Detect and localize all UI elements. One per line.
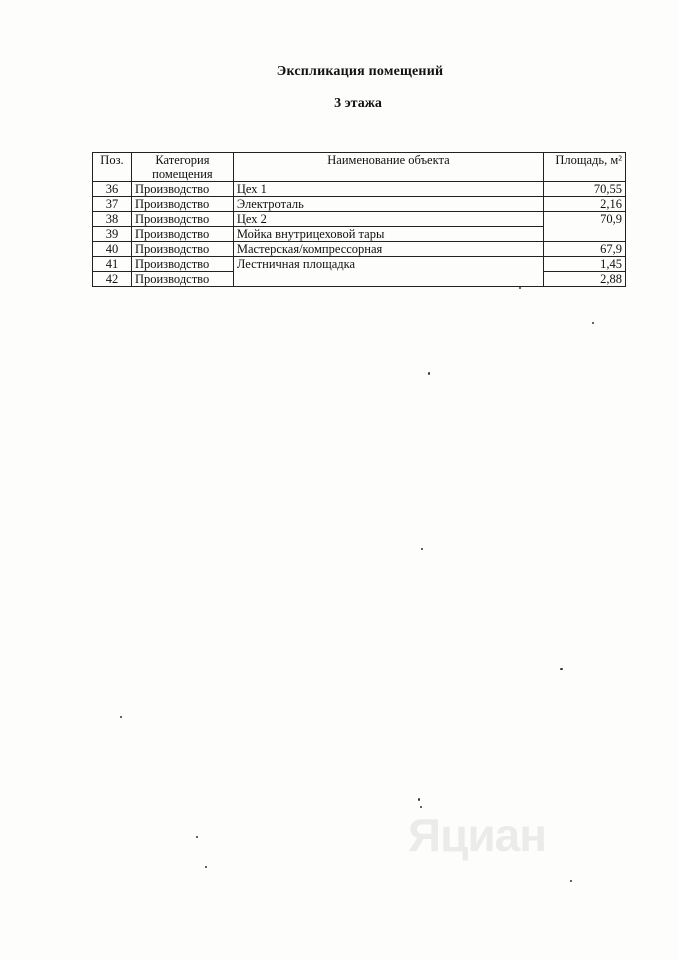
table-row (93, 182, 626, 197)
cell-pos: 38 (93, 212, 132, 227)
cell-area: 1,45 (544, 257, 626, 272)
header-pos: Поз. (93, 153, 132, 182)
document-title: Экспликация помещений (276, 64, 444, 79)
cell-pos: 41 (93, 257, 132, 272)
cell-category: Производство (131, 212, 233, 227)
watermark-text: Яциан (408, 809, 546, 861)
scan-speck (420, 806, 422, 808)
header-category: Категория помещения (131, 153, 233, 182)
cell-category: Производство (131, 197, 233, 212)
cell-pos: 40 (93, 242, 132, 257)
cell-name: Мойка внутрицеховой тары (233, 227, 543, 242)
watermark-logo (408, 808, 546, 862)
cell-category: Производство (131, 272, 233, 287)
cell-pos: 36 (93, 182, 132, 197)
scan-speck (592, 322, 594, 324)
cell-area: 67,9 (544, 242, 626, 257)
cell-category: Производство (131, 227, 233, 242)
cell-name: Цех 1 (233, 182, 543, 197)
header-name: Наименование объекта (233, 153, 543, 182)
scan-speck (428, 372, 430, 375)
scan-speck (519, 287, 521, 289)
cell-pos: 37 (93, 197, 132, 212)
table-header-row (93, 153, 626, 182)
cell-area: 2,16 (544, 197, 626, 212)
table-row (93, 212, 626, 227)
table-row (93, 197, 626, 212)
table-row (93, 257, 626, 272)
scan-speck (570, 880, 572, 882)
header-area: Площадь, м² (544, 153, 626, 182)
cell-pos: 39 (93, 227, 132, 242)
scan-speck (205, 866, 207, 868)
cell-area: 70,9 (544, 212, 626, 242)
document-subtitle: 3 этажа (334, 96, 382, 111)
cell-name: Лестничная площадка (233, 257, 543, 287)
cell-category: Производство (131, 257, 233, 272)
cell-category: Производство (131, 182, 233, 197)
scan-speck (120, 716, 122, 718)
cell-name: Электроталь (233, 197, 543, 212)
table-row (93, 242, 626, 257)
scan-speck (196, 836, 198, 838)
cell-category: Производство (131, 242, 233, 257)
cell-area: 2,88 (544, 272, 626, 287)
explication-table (92, 152, 626, 287)
cell-pos: 42 (93, 272, 132, 287)
scan-speck (421, 548, 423, 550)
cell-name: Цех 2 (233, 212, 543, 227)
scan-speck (560, 668, 563, 670)
cell-name: Мастерская/компрессорная (233, 242, 543, 257)
cell-area: 70,55 (544, 182, 626, 197)
scan-speck (418, 798, 420, 801)
